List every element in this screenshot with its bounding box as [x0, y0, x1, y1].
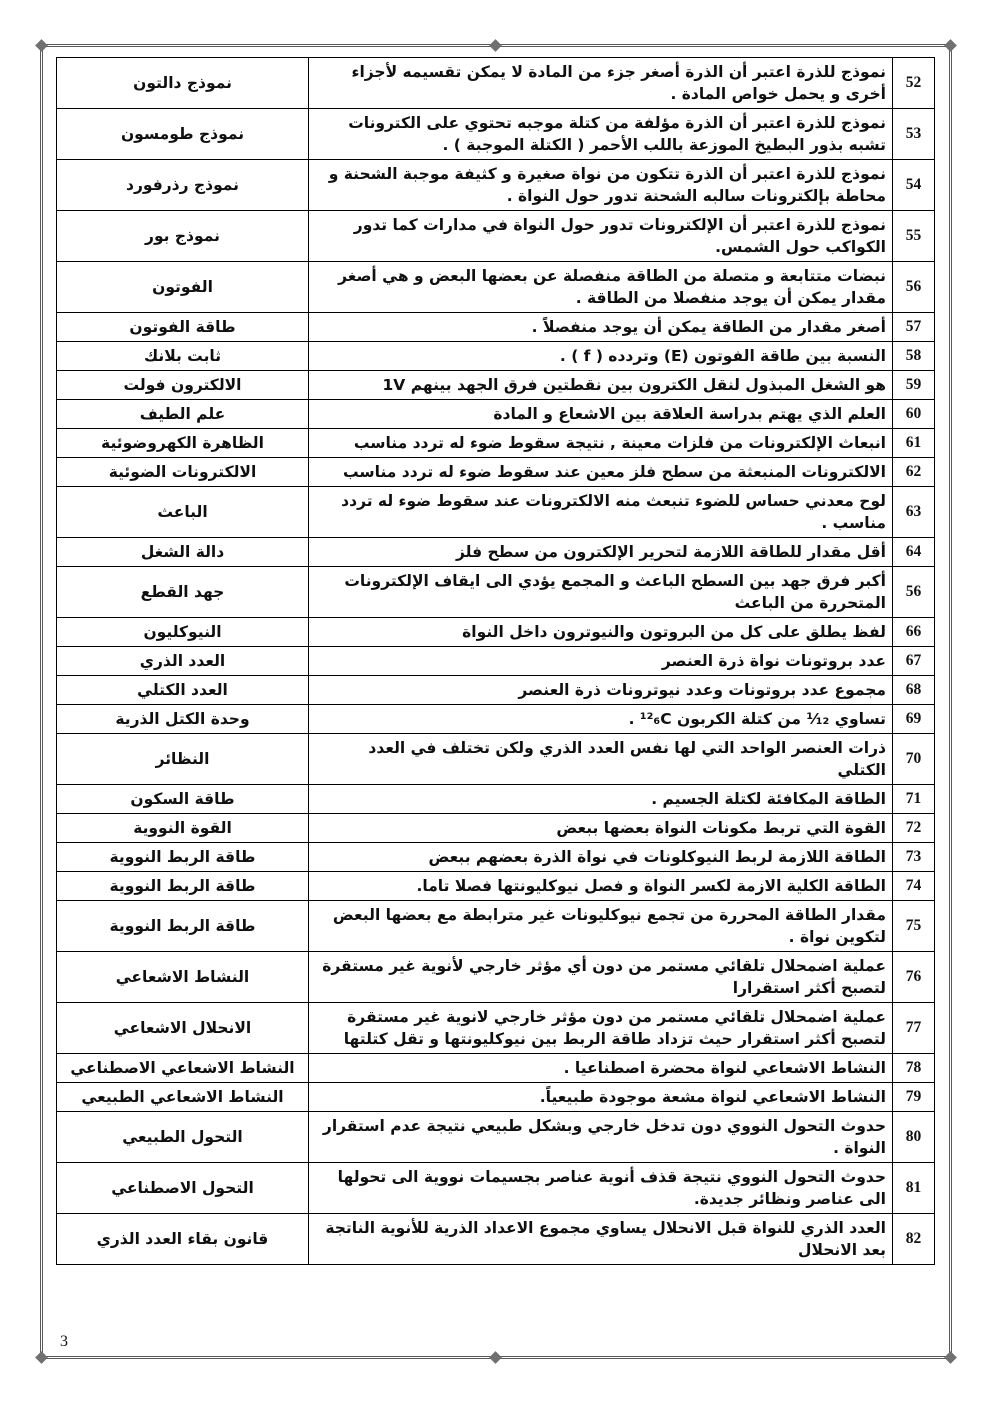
term-cell: العدد الذري	[57, 647, 309, 676]
table-row	[57, 1112, 935, 1163]
table-row	[57, 901, 935, 952]
definition-cell: نبضات متتابعة و متصلة من الطاقة منفصلة عن بعضها البعض و هي أصغر مقدار يمكن أن يوجد منفصلا من الطاقة .	[309, 262, 893, 313]
term-cell: وحدة الكتل الذرية	[57, 705, 309, 734]
table-row	[57, 487, 935, 538]
definition-cell: نموذج للذرة اعتبر أن الذرة تتكون من نواة صغيرة و كثيفة موجبة الشحنة و محاطة بإلكترونات سالبه الشحنة تدور حول النواة .	[309, 160, 893, 211]
row-number: 58	[893, 342, 935, 371]
row-number: 63	[893, 487, 935, 538]
row-number: 56	[893, 567, 935, 618]
term-cell: طاقة الفوتون	[57, 313, 309, 342]
term-cell: الانحلال الاشعاعي	[57, 1003, 309, 1054]
definition-cell: لفظ يطلق على كل من البروتون والنيوترون داخل النواة	[309, 618, 893, 647]
term-cell: طاقة السكون	[57, 785, 309, 814]
row-number: 80	[893, 1112, 935, 1163]
row-number: 71	[893, 785, 935, 814]
definition-cell: عدد بروتونات نواة ذرة العنصر	[309, 647, 893, 676]
table-row	[57, 705, 935, 734]
definition-cell: لوح معدني حساس للضوء تنبعث منه الالكترونات عند سقوط ضوء له تردد مناسب .	[309, 487, 893, 538]
definition-cell: عملية اضمحلال تلقائي مستمر من دون مؤثر خارجي لانوية غير مستقرة لتصبح أكثر استقرار حيث تزداد طاقة الربط بين نيوكليونتها و تقل كتلتها	[309, 1003, 893, 1054]
term-cell: النشاط الاشعاعي	[57, 952, 309, 1003]
definition-cell: القوة التي تربط مكونات النواة بعضها ببعض	[309, 814, 893, 843]
term-cell: النظائر	[57, 734, 309, 785]
term-cell: الفوتون	[57, 262, 309, 313]
table-row	[57, 538, 935, 567]
table-row	[57, 734, 935, 785]
term-cell: النيوكليون	[57, 618, 309, 647]
table-row	[57, 371, 935, 400]
term-cell: طاقة الربط النووية	[57, 843, 309, 872]
definition-cell: حدوث التحول النووي دون تدخل خارجي وبشكل طبيعي نتيجة عدم استقرار النواة .	[309, 1112, 893, 1163]
table-row	[57, 567, 935, 618]
frame-corner-ornament	[35, 1351, 48, 1364]
frame-edge-ornament	[489, 39, 502, 52]
definition-cell: نموذج للذرة اعتبر أن الذرة أصغر جزء من المادة لا يمكن تقسيمه لأجزاء أخرى و يحمل خواص المادة .	[309, 58, 893, 109]
table-row	[57, 785, 935, 814]
table-row	[57, 647, 935, 676]
table-row	[57, 400, 935, 429]
row-number: 76	[893, 952, 935, 1003]
row-number: 75	[893, 901, 935, 952]
term-cell: التحول الطبيعي	[57, 1112, 309, 1163]
definition-cell: النسبة بين طاقة الفوتون (E) وتردده ( f ) .	[309, 342, 893, 371]
term-cell: الالكترونات الضوئية	[57, 458, 309, 487]
term-cell: النشاط الاشعاعي الطبيعي	[57, 1083, 309, 1112]
row-number: 59	[893, 371, 935, 400]
definition-cell: نموذج للذرة اعتبر أن الذرة مؤلفة من كتلة موجبه تحتوي على الكترونات تشبه بذور البطيخ الموزعة باللب الأحمر ( الكتلة الموجبة ) .	[309, 109, 893, 160]
table-row	[57, 313, 935, 342]
table-row	[57, 872, 935, 901]
definition-cell: العلم الذي يهتم بدراسة العلاقة بين الاشعاع و المادة	[309, 400, 893, 429]
row-number: 56	[893, 262, 935, 313]
glossary-table	[56, 57, 935, 1265]
definition-cell: انبعاث الإلكترونات من فلزات معينة , نتيجة سقوط ضوء له تردد مناسب	[309, 429, 893, 458]
table-row	[57, 109, 935, 160]
glossary-table-body	[57, 58, 935, 1265]
definition-cell: أقل مقدار للطاقة اللازمة لتحرير الإلكترون من سطح فلز	[309, 538, 893, 567]
definition-cell: الطاقة المكافئة لكتلة الجسيم .	[309, 785, 893, 814]
row-number: 78	[893, 1054, 935, 1083]
row-number: 72	[893, 814, 935, 843]
definition-cell: تساوي ¹⁄₁₂ من كتلة الكربون ¹²₆C .	[309, 705, 893, 734]
term-cell: الباعث	[57, 487, 309, 538]
table-row	[57, 458, 935, 487]
table-row	[57, 429, 935, 458]
definition-cell: العدد الذري للنواة قبل الانحلال يساوي مجموع الاعداد الذرية للأنوية الناتجة بعد الانحلال	[309, 1214, 893, 1265]
row-number: 82	[893, 1214, 935, 1265]
term-cell: الالكترون فولت	[57, 371, 309, 400]
row-number: 79	[893, 1083, 935, 1112]
term-cell: نموذج بور	[57, 211, 309, 262]
row-number: 77	[893, 1003, 935, 1054]
term-cell: طاقة الربط النووية	[57, 872, 309, 901]
row-number: 73	[893, 843, 935, 872]
row-number: 55	[893, 211, 935, 262]
term-cell: دالة الشغل	[57, 538, 309, 567]
table-row	[57, 1083, 935, 1112]
definition-cell: أكبر فرق جهد بين السطح الباعث و المجمع يؤدي الى ايقاف الإلكترونات المتحررة من الباعث	[309, 567, 893, 618]
frame-corner-ornament	[35, 39, 48, 52]
table-row	[57, 1003, 935, 1054]
definition-cell: حدوث التحول النووي نتيجة قذف أنوية عناصر بجسيمات نووية الى تحولها الى عناصر ونظائر جديدة.	[309, 1163, 893, 1214]
term-cell: التحول الاصطناعي	[57, 1163, 309, 1214]
table-row	[57, 1214, 935, 1265]
definition-cell: ذرات العنصر الواحد التي لها نفس العدد الذري ولكن تختلف في العدد الكتلي	[309, 734, 893, 785]
row-number: 64	[893, 538, 935, 567]
term-cell: نموذج دالتون	[57, 58, 309, 109]
table-row	[57, 160, 935, 211]
definition-cell: عملية اضمحلال تلقائي مستمر من دون أي مؤثر خارجي لأنوية غير مستقرة لتصبح أكثر استقرارا	[309, 952, 893, 1003]
definition-cell: النشاط الاشعاعي لنواة مشعة موجودة طبيعياً.	[309, 1083, 893, 1112]
term-cell: العدد الكتلي	[57, 676, 309, 705]
definition-cell: الطاقة الكلية الازمة لكسر النواة و فصل نيوكليونتها فصلا تاما.	[309, 872, 893, 901]
table-row	[57, 843, 935, 872]
definition-cell: مقدار الطاقة المحررة من تجمع نيوكليونات غير مترابطة مع بعضها البعض لتكوين نواة .	[309, 901, 893, 952]
definition-cell: أصغر مقدار من الطاقة يمكن أن يوجد منفصلاً .	[309, 313, 893, 342]
frame-corner-ornament	[944, 1351, 957, 1364]
row-number: 69	[893, 705, 935, 734]
row-number: 66	[893, 618, 935, 647]
term-cell: النشاط الاشعاعي الاصطناعي	[57, 1054, 309, 1083]
term-cell: طاقة الربط النووية	[57, 901, 309, 952]
definition-cell: نموذج للذرة اعتبر أن الإلكترونات تدور حول النواة في مدارات كما تدور الكواكب حول الشمس.	[309, 211, 893, 262]
row-number: 67	[893, 647, 935, 676]
definition-cell: مجموع عدد بروتونات وعدد نيوترونات ذرة العنصر	[309, 676, 893, 705]
definition-cell: الطاقة اللازمة لربط النيوكلونات في نواة الذرة بعضهم ببعض	[309, 843, 893, 872]
table-row	[57, 1163, 935, 1214]
row-number: 61	[893, 429, 935, 458]
row-number: 53	[893, 109, 935, 160]
definition-cell: هو الشغل المبذول لنقل الكترون بين نقطتين فرق الجهد بينهم 1V	[309, 371, 893, 400]
row-number: 74	[893, 872, 935, 901]
table-row	[57, 676, 935, 705]
term-cell: نموذج رذرفورد	[57, 160, 309, 211]
table-row	[57, 211, 935, 262]
definition-cell: النشاط الاشعاعي لنواة محضرة اصطناعيا .	[309, 1054, 893, 1083]
term-cell: جهد القطع	[57, 567, 309, 618]
row-number: 54	[893, 160, 935, 211]
row-number: 52	[893, 58, 935, 109]
term-cell: ثابت بلانك	[57, 342, 309, 371]
term-cell: نموذج طومسون	[57, 109, 309, 160]
table-row	[57, 262, 935, 313]
term-cell: القوة النووية	[57, 814, 309, 843]
row-number: 68	[893, 676, 935, 705]
row-number: 62	[893, 458, 935, 487]
table-row	[57, 342, 935, 371]
page-number: 3	[60, 1333, 68, 1350]
term-cell: قانون بقاء العدد الذري	[57, 1214, 309, 1265]
frame-edge-ornament	[489, 1351, 502, 1364]
table-row	[57, 952, 935, 1003]
row-number: 57	[893, 313, 935, 342]
term-cell: الظاهرة الكهروضوئية	[57, 429, 309, 458]
table-row	[57, 58, 935, 109]
row-number: 70	[893, 734, 935, 785]
definition-cell: الالكترونات المنبعثة من سطح فلز معين عند سقوط ضوء له تردد مناسب	[309, 458, 893, 487]
table-row	[57, 618, 935, 647]
table-row	[57, 1054, 935, 1083]
row-number: 60	[893, 400, 935, 429]
term-cell: علم الطيف	[57, 400, 309, 429]
frame-corner-ornament	[944, 39, 957, 52]
row-number: 81	[893, 1163, 935, 1214]
table-row	[57, 814, 935, 843]
